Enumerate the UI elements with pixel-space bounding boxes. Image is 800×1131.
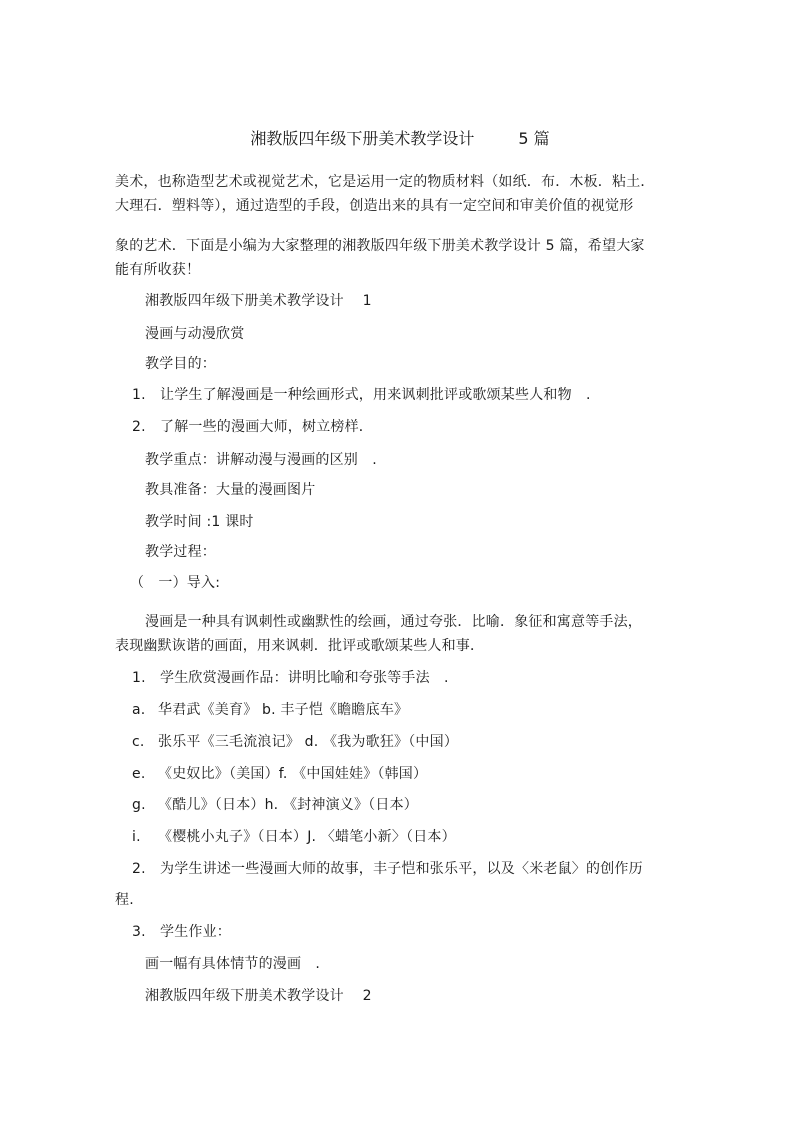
step-2-continuation: 程. (115, 892, 134, 908)
work-item-4 (132, 796, 418, 814)
work-marker: g. (132, 797, 146, 813)
work-item-1 (132, 701, 408, 719)
work-item-3 (132, 765, 427, 783)
step-text: 学生作业： (160, 924, 231, 940)
step-text: 为学生讲述一些漫画大师的故事，丰子恺和张乐平，以及〈米老鼠〉的创作历 (160, 861, 643, 877)
step-text: 学生欣赏漫画作品：讲明比喻和夸张等手法 . (160, 670, 449, 686)
step-3 (132, 923, 231, 941)
work-marker: c. (132, 734, 145, 750)
intro-line-3: 象的艺术．下面是小编为大家整理的湘教版四年级下册美术教学设计 5 篇，希望大家 (115, 238, 645, 254)
work-text: 《史奴比》（美国）f. 《中国娃娃》（韩国） (158, 766, 428, 782)
goal-label: 教学目的： (145, 356, 216, 372)
work-text: 《酷儿》（日本）h. 《封神演义》（日本） (158, 797, 418, 813)
goal-number: 2. (132, 419, 146, 435)
goal-text: 让学生了解漫画是一种绘画形式，用来讽刺批评或歌颂某些人和物 . (160, 387, 591, 403)
work-item-2 (132, 733, 458, 751)
document-title (0, 129, 800, 149)
lesson-topic: 漫画与动漫欣赏 (145, 326, 245, 342)
intro-line-4: 能有所收获！ (115, 262, 201, 278)
step-number: 2. (132, 861, 146, 877)
section-1-heading: 湘教版四年级下册美术教学设计 1 (145, 293, 372, 309)
teaching-materials: 教具准备：大量的漫画图片 (145, 482, 316, 498)
title-text: 湘教版四年级下册美术教学设计 (250, 129, 475, 148)
paragraph-line-2: 表现幽默诙谐的画面，用来讽刺．批评或歌颂某些人和事． (115, 638, 485, 654)
intro-line-1: 美术，也称造型艺术或视觉艺术，它是运用一定的物质材料（如纸．布．木板．粘土． (115, 174, 655, 190)
teaching-duration: 教学时间 :1 课时 (145, 514, 254, 530)
work-marker: a. (132, 702, 146, 718)
homework-text: 画一幅有具体情节的漫画 . (145, 956, 321, 972)
work-text: 华君武《美育》 b. 丰子恺《瞻瞻底车》 (158, 702, 409, 718)
step-1 (132, 669, 449, 687)
key-point: 教学重点：讲解动漫与漫画的区别 . (145, 452, 377, 468)
step-number: 3. (132, 924, 146, 940)
intro-line-2: 大理石．塑料等），通过造型的手段，创造出来的具有一定空间和审美价值的视觉形 (115, 198, 634, 214)
goal-text: 了解一些的漫画大师，树立榜样． (160, 419, 373, 435)
work-marker: e. (132, 766, 146, 782)
title-count: 5 篇 (518, 129, 550, 148)
section-2-heading: 湘教版四年级下册美术教学设计 2 (145, 988, 372, 1004)
goal-item-1 (132, 386, 591, 404)
work-marker: i. (132, 829, 141, 845)
work-item-5 (132, 828, 456, 846)
intro-step-label: （ 一）导入: (130, 575, 221, 591)
work-text: 张乐平《三毛流浪记》 d. 《我为歌狂》（中国） (158, 734, 459, 750)
paragraph-line-1: 漫画是一种具有讽刺性或幽默性的绘画，通过夸张．比喻．象征和寓意等手法， (145, 614, 642, 630)
goal-item-2 (132, 418, 373, 436)
goal-number: 1. (132, 387, 146, 403)
process-label: 教学过程： (145, 544, 216, 560)
step-2 (132, 860, 643, 878)
work-text: 《樱桃小丸子》（日本）J. 〈蜡笔小新〉（日本） (158, 829, 456, 845)
step-number: 1. (132, 670, 146, 686)
